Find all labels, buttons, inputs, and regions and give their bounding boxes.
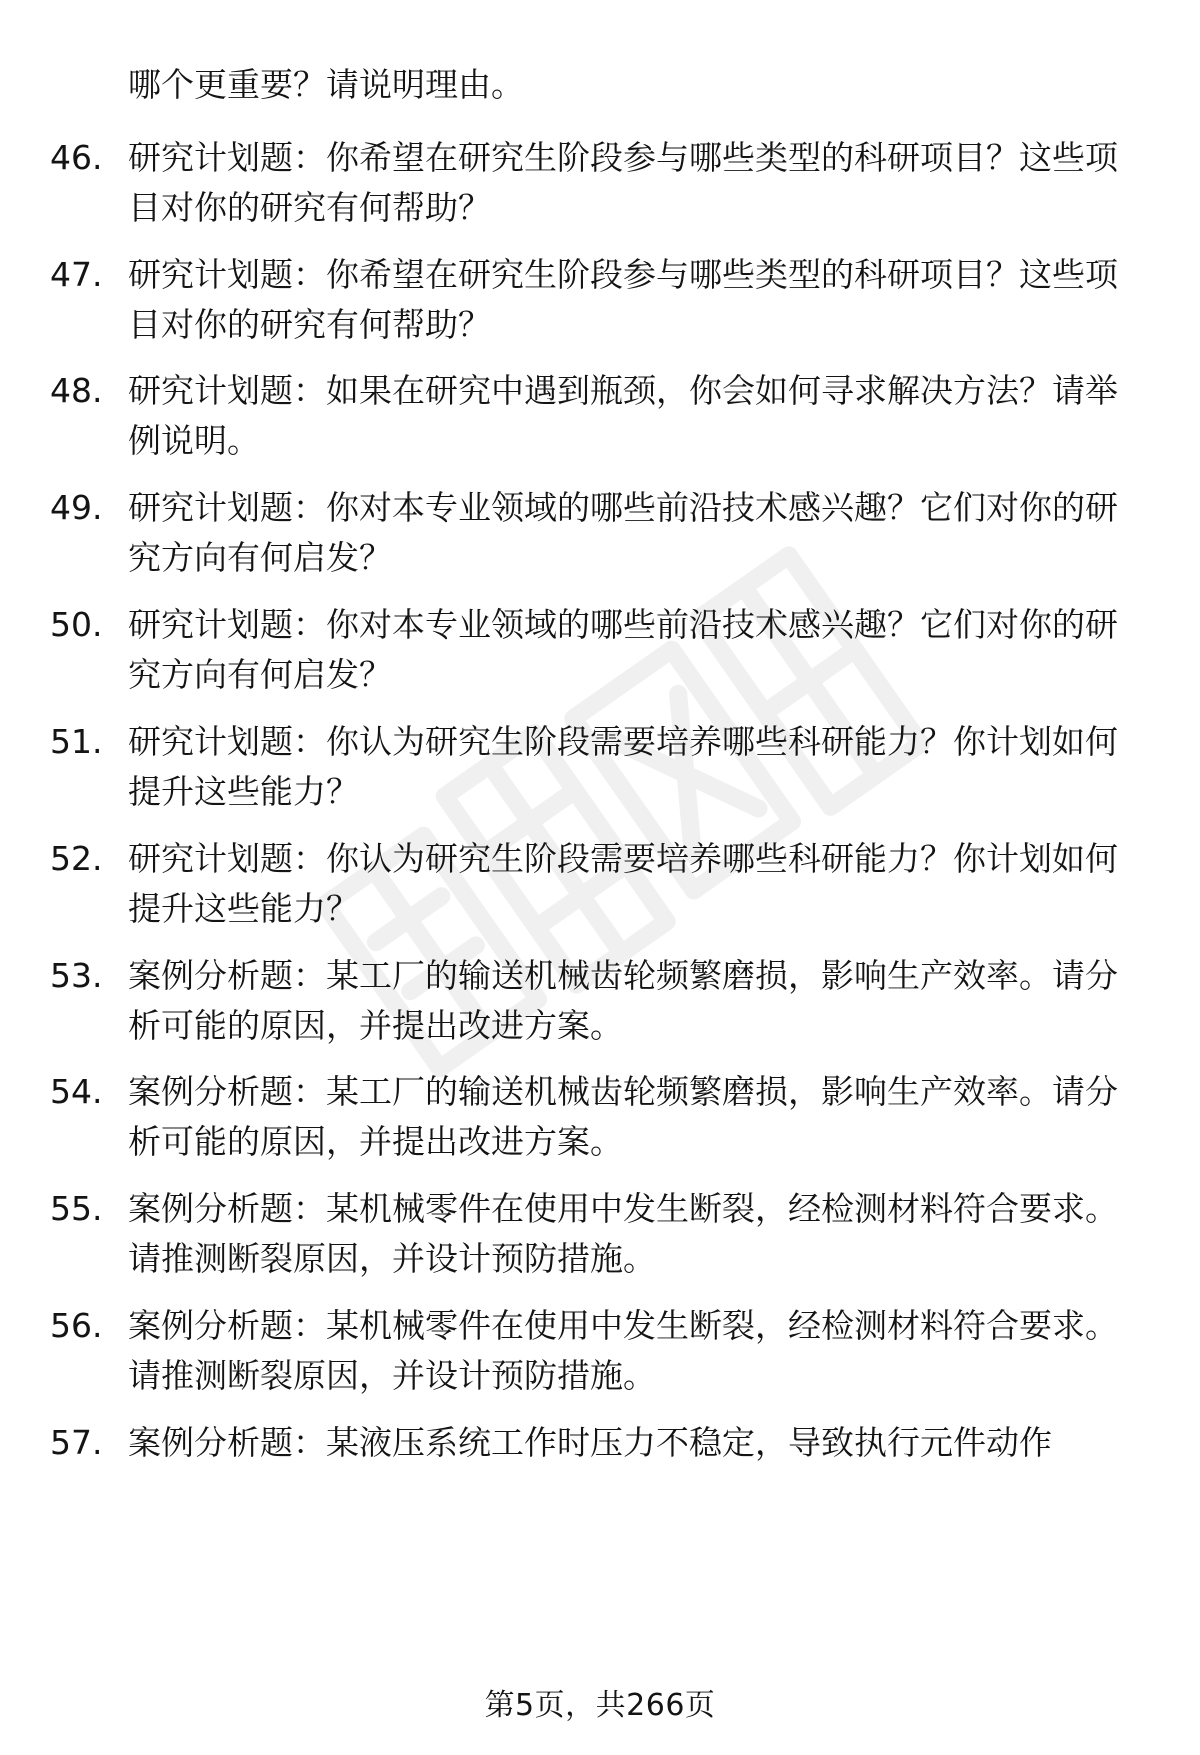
page-footer: 第5页，共266页: [484, 1688, 716, 1723]
question-item: [0, 1418, 1140, 1478]
question-number: 55.: [50, 1189, 103, 1228]
question-item: [0, 133, 1140, 233]
question-number: 50.: [50, 605, 103, 644]
question-text: 研究计划题：你希望在研究生阶段参与哪些类型的科研项目？这些项目对你的研究有何帮助？: [128, 138, 1118, 227]
question-item: [0, 483, 1140, 583]
continuation-text: 哪个更重要？请说明理由。: [128, 65, 524, 104]
question-number: 47.: [50, 255, 103, 294]
question-text: 研究计划题：你认为研究生阶段需要培养哪些科研能力？你计划如何提升这些能力？: [128, 722, 1118, 811]
question-item: [0, 366, 1140, 466]
question-number: 53.: [50, 956, 103, 995]
question-text: 研究计划题：你认为研究生阶段需要培养哪些科研能力？你计划如何提升这些能力？: [128, 839, 1118, 928]
question-text: 研究计划题：你对本专业领域的哪些前沿技术感兴趣？它们对你的研究方向有何启发？: [128, 605, 1118, 694]
question-number: 46.: [50, 138, 103, 177]
question-item: [0, 1301, 1140, 1401]
question-number: 52.: [50, 839, 103, 878]
question-number: 48.: [50, 371, 103, 410]
question-text: 案例分析题：某工厂的输送机械齿轮频繁磨损，影响生产效率。请分析可能的原因，并提出改进方案。: [128, 956, 1118, 1045]
question-text: 研究计划题：你希望在研究生阶段参与哪些类型的科研项目？这些项目对你的研究有何帮助？: [128, 255, 1118, 344]
question-item: [0, 951, 1140, 1051]
question-text: 案例分析题：某工厂的输送机械齿轮频繁磨损，影响生产效率。请分析可能的原因，并提出改进方案。: [128, 1072, 1118, 1161]
question-text: 案例分析题：某机械零件在使用中发生断裂，经检测材料符合要求。请推测断裂原因，并设计预防措施。: [128, 1306, 1118, 1395]
question-text: 研究计划题：你对本专业领域的哪些前沿技术感兴趣？它们对你的研究方向有何启发？: [128, 488, 1118, 577]
question-number: 49.: [50, 488, 103, 527]
question-item: [0, 717, 1140, 817]
question-text: 案例分析题：某机械零件在使用中发生断裂，经检测材料符合要求。请推测断裂原因，并设计预防措施。: [128, 1189, 1118, 1278]
question-item: [0, 1184, 1140, 1284]
question-number: 56.: [50, 1306, 103, 1345]
question-item: [0, 250, 1140, 350]
question-number: 51.: [50, 722, 103, 761]
question-item: [0, 1067, 1140, 1167]
question-item: [0, 834, 1140, 934]
question-number: 57.: [50, 1423, 103, 1462]
question-item: [0, 600, 1140, 700]
question-text: 案例分析题：某液压系统工作时压力不稳定，导致执行元件动作: [128, 1423, 1052, 1462]
question-number: 54.: [50, 1072, 103, 1111]
question-text: 研究计划题：如果在研究中遇到瓶颈，你会如何寻求解决方法？请举例说明。: [128, 371, 1118, 460]
